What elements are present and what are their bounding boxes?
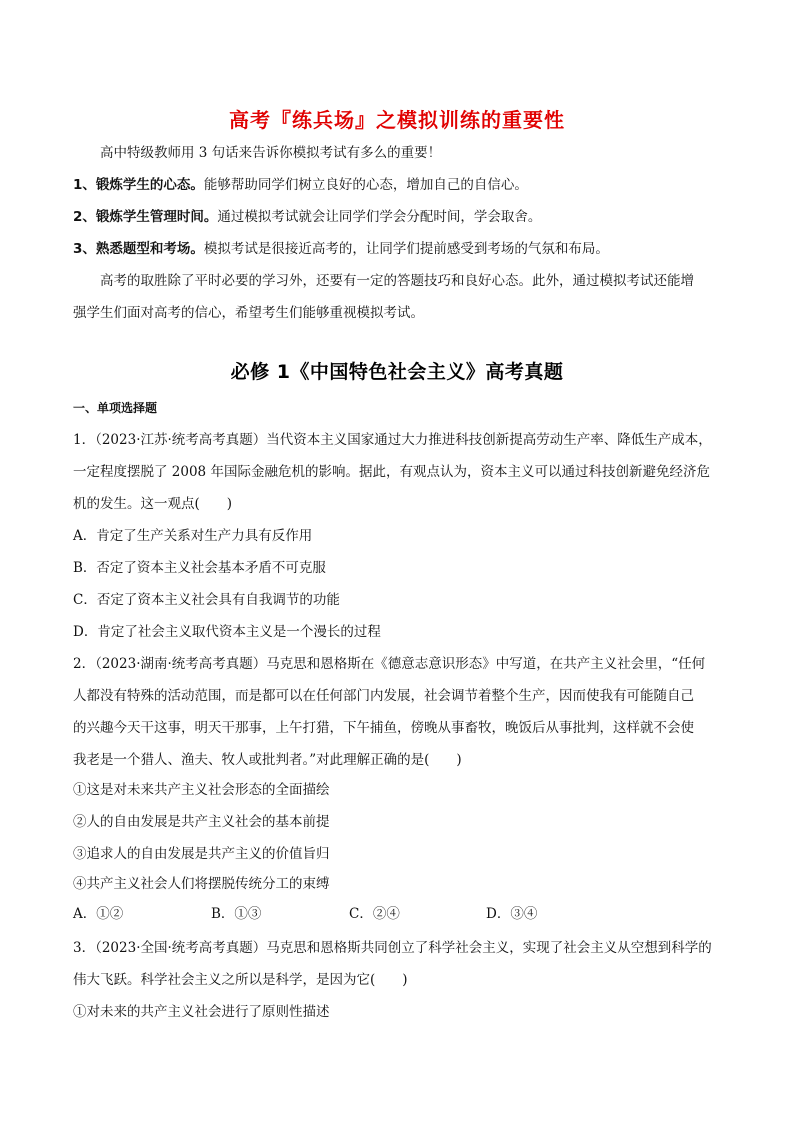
- q2-statement-2: ②人的自由发展是共产主义社会的基本前提: [73, 814, 330, 830]
- point-text: 通过模拟考试就会让同学们学会分配时间，学会取舍。: [217, 209, 542, 225]
- point-heading: 锻炼学生管理时间。: [95, 209, 218, 225]
- q2-stem-line: 人都没有特殊的活动范围，而是都可以在任何部门内发展，社会调节着整个生产，因而使我有可能随自己: [73, 688, 694, 704]
- q3-stem-line: 伟大飞跃。科学社会主义之所以是科学，是因为它( ): [73, 972, 408, 988]
- q1-option-b: B．否定了资本主义社会基本矛盾不可克服: [73, 560, 326, 576]
- point-heading: 锻炼学生的心态。: [95, 177, 204, 193]
- point-text: 模拟考试是很接近高考的，让同学们提前感受到考场的气氛和布局。: [203, 241, 609, 257]
- section-title: 必修 1《中国特色社会主义》高考真题: [230, 361, 564, 383]
- q2-choice-a: A．①②: [73, 906, 124, 922]
- point-1: [73, 175, 724, 195]
- point-3: [73, 239, 724, 259]
- q2-stem-line: 2．（2023·湖南·统考高考真题）马克思和恩格斯在《德意志意识形态》中写道，在共产主义社会里，“任何: [73, 656, 706, 672]
- q2-statement-1: ①这是对未来共产主义社会形态的全面描绘: [73, 782, 330, 798]
- q1-option-d: D．肯定了社会主义取代资本主义是一个漫长的过程: [73, 624, 381, 640]
- q2-choice-d: D．③④: [486, 906, 538, 922]
- q1-option-a: A．肯定了生产关系对生产力具有反作用: [73, 528, 313, 544]
- point-number: 2、: [73, 209, 96, 225]
- point-text: 能够帮助同学们树立良好的心态，增加自己的自信心。: [203, 177, 528, 193]
- q1-stem-line: 一定程度摆脱了 2008 年国际金融危机的影响。据此，有观点认为，资本主义可以通过科技创新避免经济危: [73, 464, 710, 480]
- q2-choice-c: C．②④: [349, 906, 400, 922]
- q2-statement-4: ④共产主义社会人们将摆脱传统分工的束缚: [73, 876, 330, 892]
- q1-stem-line: 机的发生。这一观点( ): [73, 496, 233, 512]
- q2-choice-b: B．①③: [211, 906, 262, 922]
- closing-line-1: 高考的取胜除了平时必要的学习外，还要有一定的答题技巧和良好心态。此外，通过模拟考试还能增: [100, 273, 694, 289]
- q2-stem-line: 我老是一个猎人、渔夫、牧人或批判者。”对此理解正确的是( ): [73, 752, 462, 768]
- q1-stem-line: 1．（2023·江苏·统考高考真题）当代资本主义国家通过大力推进科技创新提高劳动生产率、降低生产成本，: [73, 432, 712, 448]
- page-title: 高考『练兵场』之模拟训练的重要性: [229, 108, 565, 132]
- section-heading: 一、单项选择题: [73, 401, 158, 415]
- intro-text: 高中特级教师用 3 句话来告诉你模拟考试有多么的重要！: [100, 145, 442, 161]
- point-heading: 熟悉题型和考场。: [95, 241, 204, 257]
- q2-stem-line: 的兴趣今天干这事，明天干那事，上午打猎，下午捕鱼，傍晚从事畜牧，晚饭后从事批判，这样就不会使: [73, 720, 694, 736]
- q1-option-c: C．否定了资本主义社会具有自我调节的功能: [73, 592, 340, 608]
- closing-line-2: 强学生们面对高考的信心，希望考生们能够重视模拟考试。: [73, 305, 424, 321]
- point-number: 1、: [73, 177, 96, 193]
- point-number: 3、: [73, 241, 96, 257]
- q2-statement-3: ③追求人的自由发展是共产主义的价值旨归: [73, 846, 330, 862]
- point-2: [73, 207, 724, 227]
- q3-stem-line: 3．（2023·全国·统考高考真题）马克思和恩格斯共同创立了科学社会主义，实现了社会主义从空想到科学的: [73, 940, 712, 956]
- q3-statement-1: ①对未来的共产主义社会进行了原则性描述: [73, 1004, 330, 1020]
